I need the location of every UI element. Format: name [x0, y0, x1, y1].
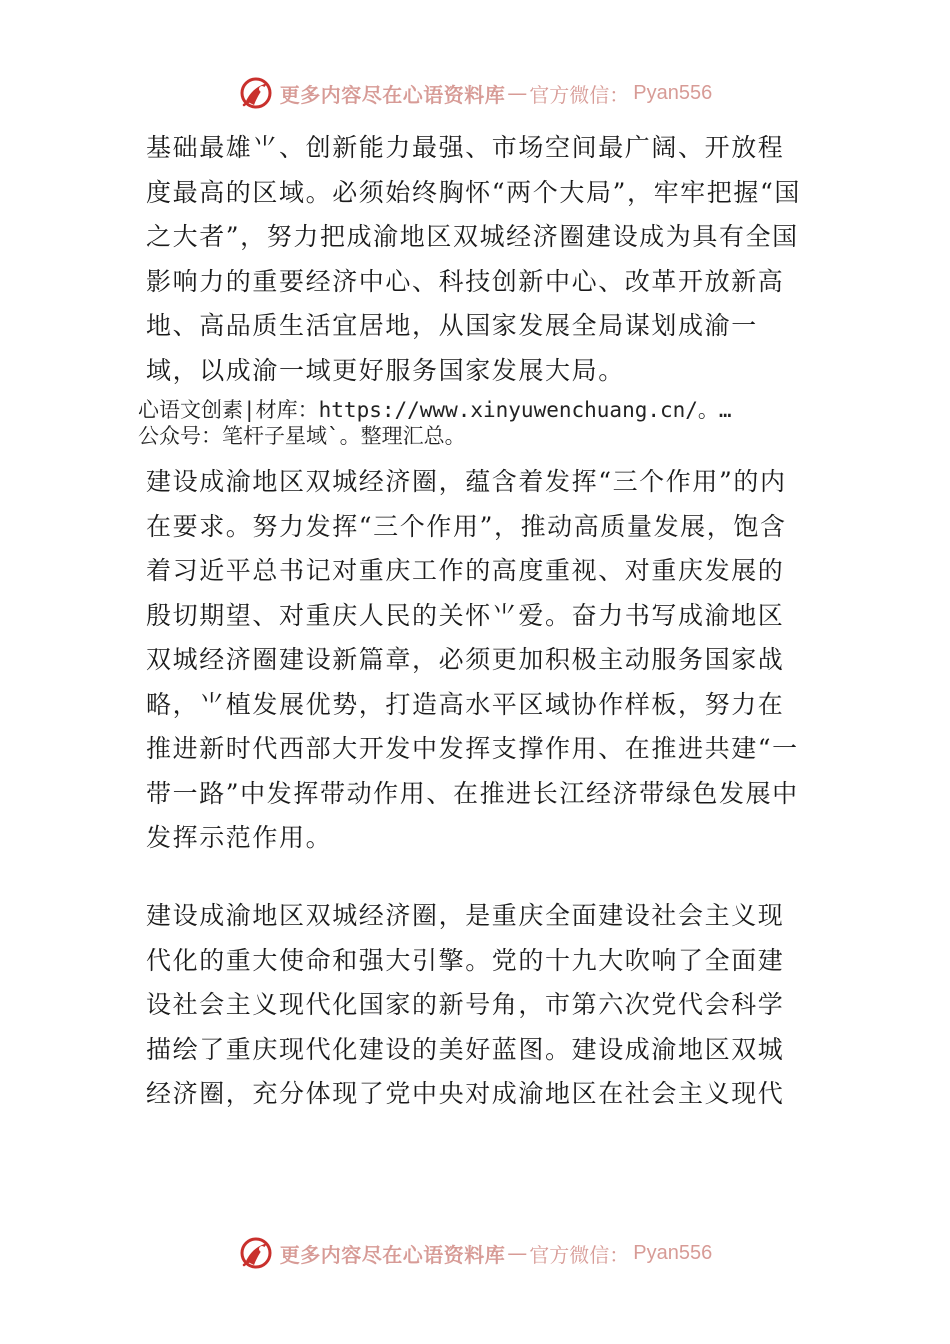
watermark-line-1: 心语文创素|材库：https://www.xinyuwenchuang.cn/。…	[138, 398, 732, 422]
body-paragraph-2: 建设成渝地区双城经济圈，蕴含着发挥“三个作用”的内在要求。努力发挥“三个作用”，推动高质量发展，饱含着习近平总书记对重庆工作的高度重视、对重庆发展的殷切期望、对重庆人民的关怀⺌爱。奋力书写成渝地区双城经济圈建设新篇章，必须更加积极主动服务国家战略，⺌植发展优势，打造高水平区域协作样板，努力在推进新时代西部大开发中发挥支撑作用、在推进共建“一带一路”中发挥带动作用、在推进长江经济带绿色发展中发挥示范作用。	[146, 467, 799, 852]
brand-logo-icon	[238, 75, 274, 111]
header-contact-label: 官方微信：	[529, 82, 630, 107]
header-banner	[0, 68, 950, 118]
footer-banner	[0, 1228, 950, 1278]
watermark-text	[138, 397, 838, 449]
watermark-line-2: 公众号：笔杆子星域`。整理汇总。	[138, 424, 466, 448]
body-paragraph-3: 建设成渝地区双城经济圈，是重庆全面建设社会主义现代化的重大使命和强大引擎。党的十九大吹响了全面建设社会主义现代化国家的新号角，市第六次党代会科学描绘了重庆现代化建设的美好蓝图。建设成渝地区双城经济圈，充分体现了党中央对成渝地区在社会主义现代	[146, 901, 785, 1108]
footer-contact-id: Pyan556	[633, 1241, 713, 1264]
header-brand-text: 更多内容尽在心语资料库	[279, 82, 506, 107]
footer-brand-text: 更多内容尽在心语资料库	[279, 1242, 506, 1267]
footer-contact-label: 官方微信：	[529, 1242, 630, 1267]
header-contact-id: Pyan556	[633, 81, 713, 104]
body-paragraph-1: 基础最雄⺌、创新能力最强、市场空间最广阔、开放程度最高的区域。必须始终胸怀“两个大局”，牢牢把握“国之大者”，努力把成渝地区双城经济圈建设成为具有全国影响力的重要经济中心、科技创新中心、改革开放新高地、高品质生活宜居地，从国家发展全局谋划成渝一域，以成渝一域更好服务国家发展大局。	[146, 133, 801, 385]
header-dash: —	[507, 81, 528, 105]
footer-dash: —	[507, 1241, 528, 1265]
brand-logo-icon	[238, 1235, 274, 1271]
